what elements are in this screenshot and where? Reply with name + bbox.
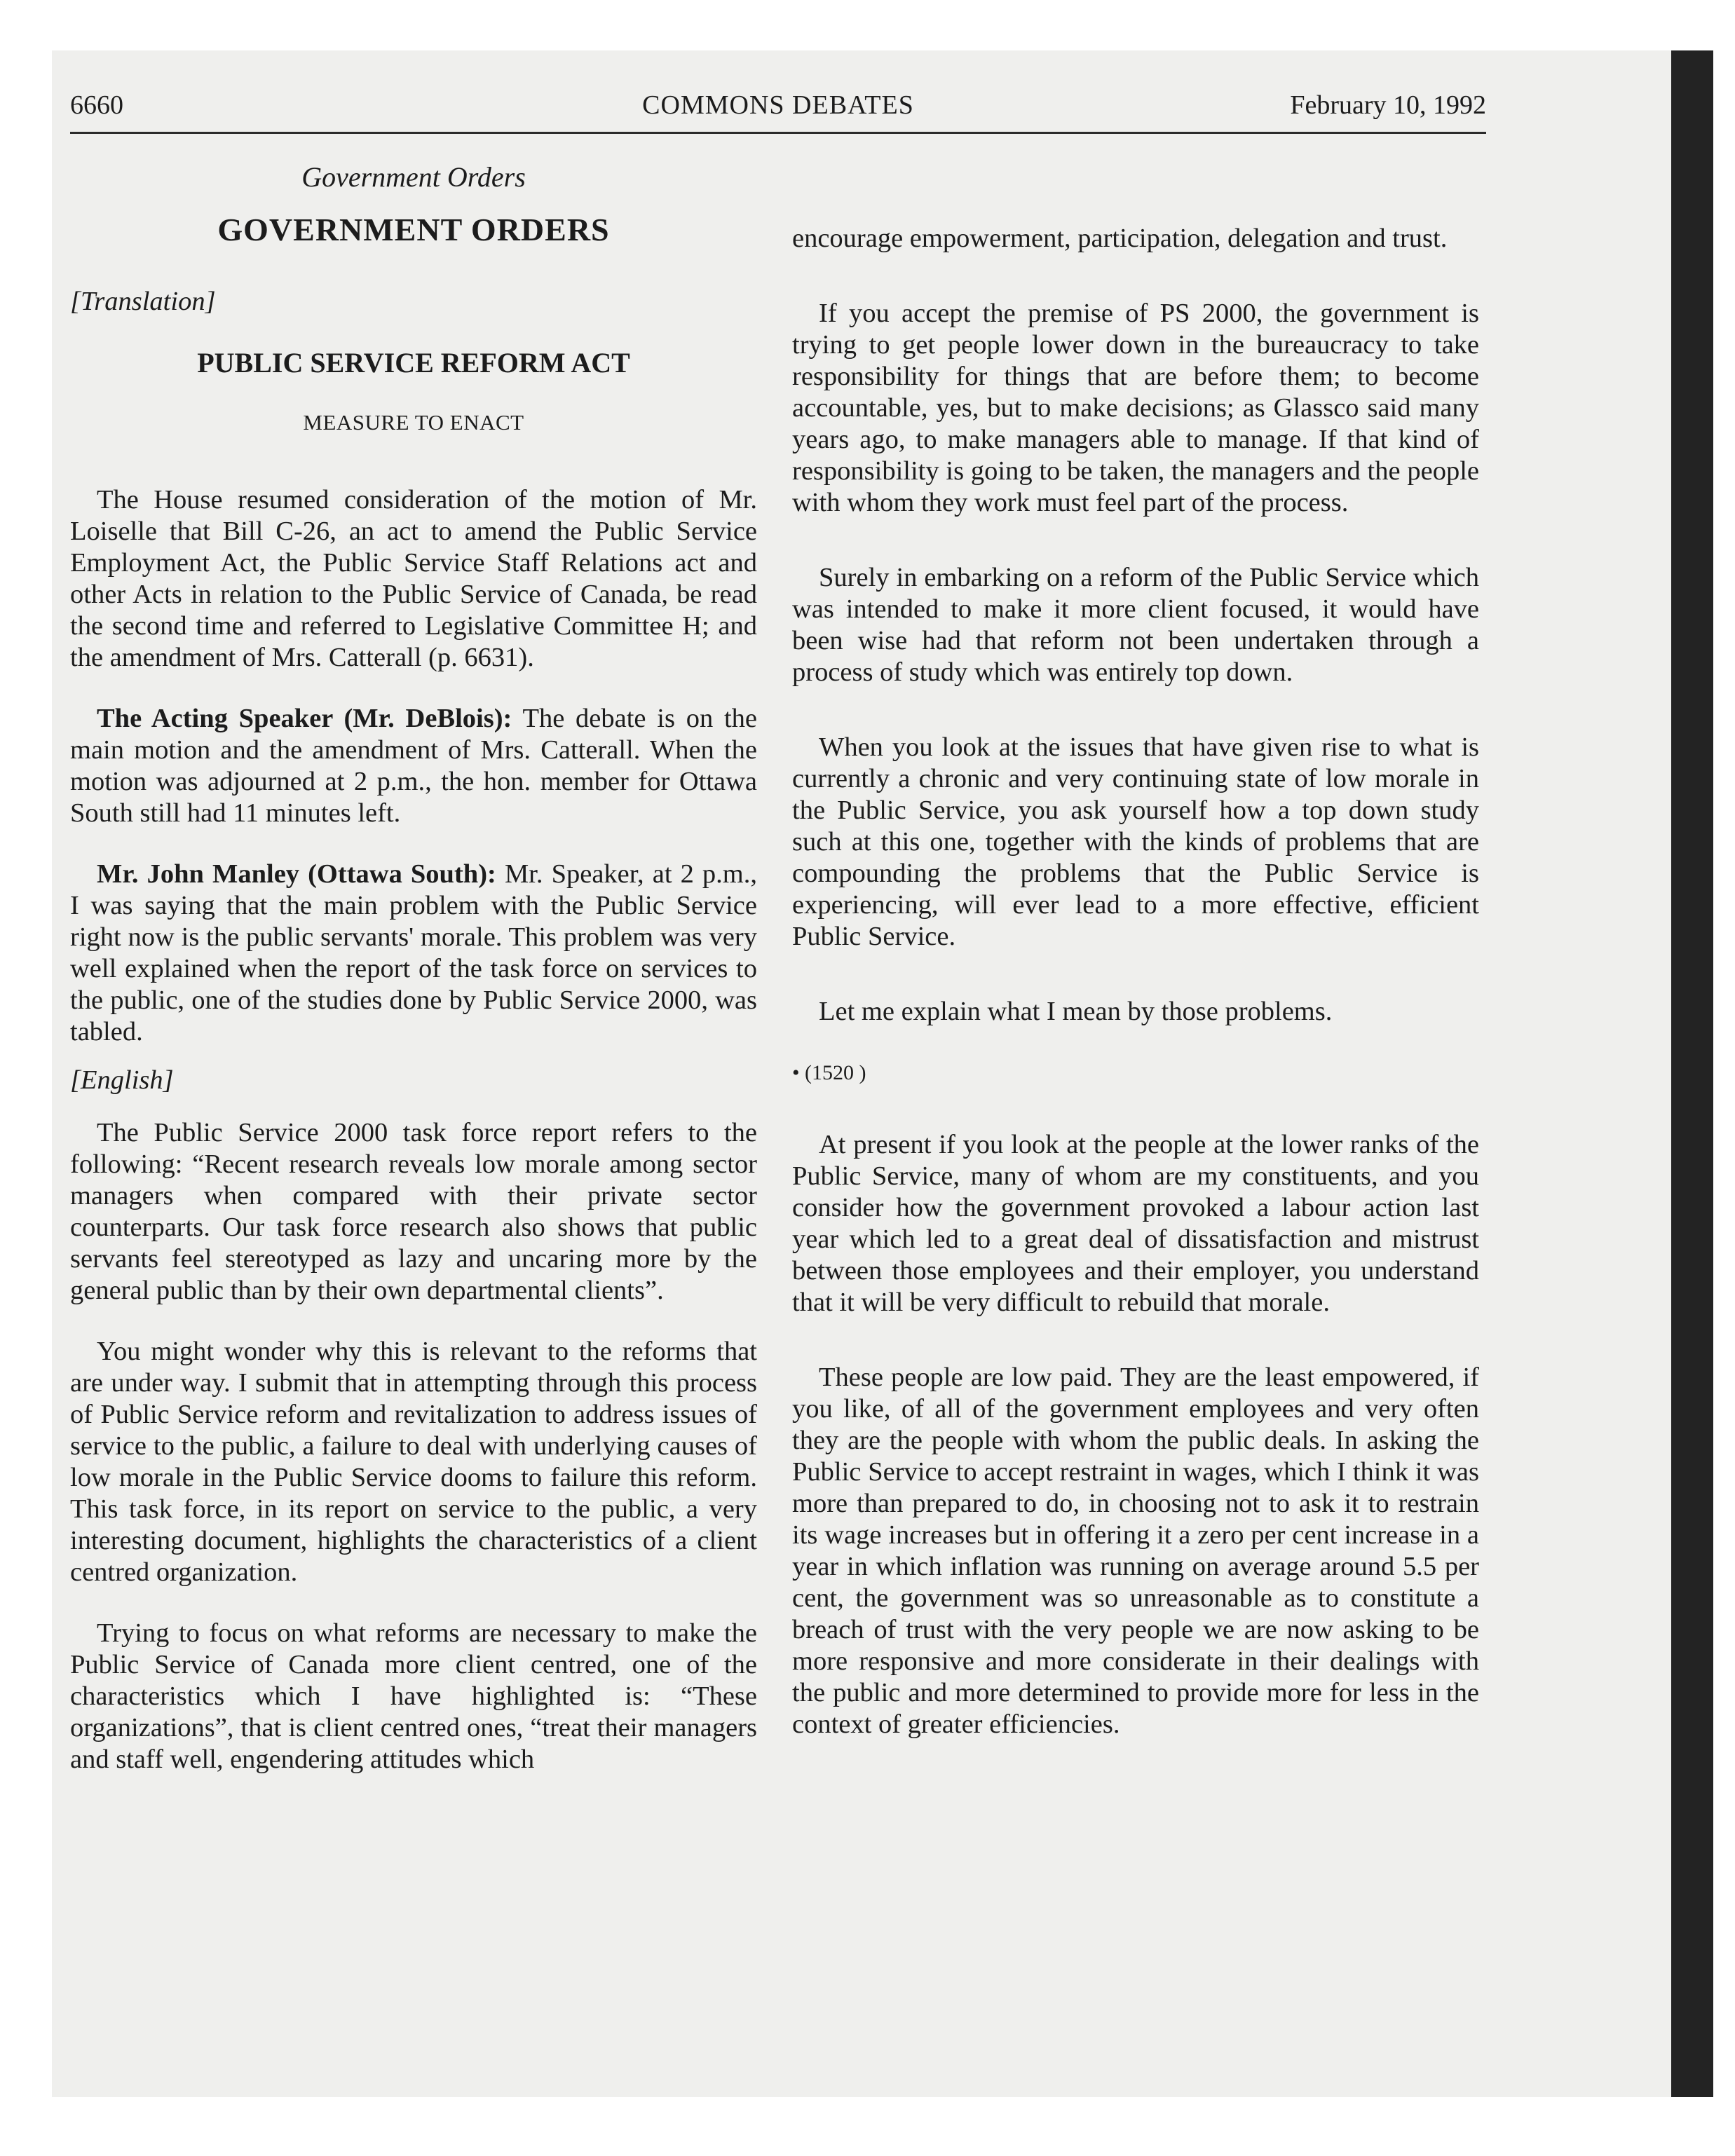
paragraph: At present if you look at the people at the lower ranks of the Public Service, many of whom are my constituents, and you consider how the government provoked a labour action last year which led to a great deal of dissatisfaction and mistrust between those employees and their employer, you understand that it will be very difficult to rebuild that morale. xyxy=(792,1130,1479,1317)
paragraph: You might wonder why this is relevant to the reforms that are under way. I submit that in attempting through this process of Public Service reform and revitalization to address issues of service to the public, a failure to deal with underlying causes of low morale in the Public Service dooms to failure this reform. This task force, in its report on service to the public, a very interesting document, highlights the characteristics of a client centred organization. xyxy=(70,1337,757,1587)
publication-title: COMMONS DEBATES xyxy=(642,90,914,120)
page-header xyxy=(70,90,1486,134)
speaker-name: Mr. John Manley (Ottawa South): xyxy=(97,859,496,889)
paragraph: If you accept the premise of PS 2000, the government is trying to get people lower down in the bureaucracy to take responsibility for things that are before them; to become accountable, yes, but to make decisions; as Glassco said many years ago, to make managers able to manage. If that kind of responsibility is going to be taken, the managers and the people with whom they work must feel part of the process. xyxy=(792,299,1479,517)
scan-edge xyxy=(1671,50,1713,2097)
speech-text: Mr. Speaker, at 2 p.m., I was saying that the main problem with the Public Service right now is the public servants' morale. This problem was very well explained when the report of the task force on services to the public, one of the studies done by Public Service 2000, was tabled. xyxy=(70,859,757,1046)
speaker-name: The Acting Speaker (Mr. DeBlois): xyxy=(97,704,512,733)
publication-date: February 10, 1992 xyxy=(1290,90,1486,120)
paragraph: Let me explain what I mean by those problems. xyxy=(819,997,1333,1026)
bill-subtitle: MEASURE TO ENACT xyxy=(303,410,524,435)
paragraph: The House resumed consideration of the motion of Mr. Loiselle that Bill C-26, an act to amend the Public Service Employment Act, the Public Service Staff Relations act and other Acts in relation to the Public Service of Canada, be read the second time and referred to Legislative Committee H; and the amendment of Mrs. Catterall (p. 6631). xyxy=(70,485,757,672)
paragraph: Trying to focus on what reforms are necessary to make the Public Service of Canada more client centred, one of the characteristics which I have highlighted is: “These organizations”, that is client centred ones, “treat their managers and staff well, engendering attitudes which xyxy=(70,1618,757,1774)
page-number: 6660 xyxy=(70,90,123,120)
english-tag: [English] xyxy=(70,1065,174,1095)
paragraph xyxy=(70,859,757,1048)
paragraph xyxy=(70,703,757,829)
paragraph: When you look at the issues that have given rise to what is currently a chronic and very continuing state of low morale in the Public Service, you ask yourself how a top down study such at this one, together with the kinds of problems that are compounding the problems that the Public Service is experiencing, will ever lead to a more effective, efficient Public Service. xyxy=(792,732,1479,951)
main-title: GOVERNMENT ORDERS xyxy=(217,212,610,247)
paragraph: Surely in embarking on a reform of the Public Service which was intended to make it more client focused, it would have been wise had that reform not been undertaken through a process of study which was entirely top down. xyxy=(792,563,1479,687)
left-column xyxy=(70,161,757,1805)
time-marker: • (1520 ) xyxy=(792,1061,866,1084)
paragraph: encourage empowerment, participation, delegation and trust. xyxy=(792,224,1448,253)
section-label: Government Orders xyxy=(301,161,526,193)
paragraph: The Public Service 2000 task force report refers to the following: “Recent research reveals low morale among sector managers when compared with their private sector counterparts. Our task force research also shows that public servants feel stereotyped as lazy and uncaring more by the general public than by their own departmental clients”. xyxy=(70,1118,757,1305)
right-column xyxy=(792,223,1479,1784)
bill-title: PUBLIC SERVICE REFORM ACT xyxy=(197,347,630,378)
translation-tag: [Translation] xyxy=(70,287,216,316)
paragraph: These people are low paid. They are the least empowered, if you like, of all of the government employees and very often they are the people with whom the public deals. In asking the Public Service to accept restraint in wages, which I think it was more than prepared to do, in choosing not to ask it to restrain its wage increases but in offering it a zero per cent increase in a year in which inflation was running on average around 5.5 per cent, the government was so unreasonable as to constitute a breach of trust with the very people we are now asking to be more responsive and more considerate in their dealings with the public and more determined to provide more for less in the context of greater efficiencies. xyxy=(792,1363,1479,1739)
speech-text: The debate is on the main motion and the amendment of Mrs. Catterall. When the motion was adjourned at 2 p.m., the hon. member for Ottawa South still had 11 minutes left. xyxy=(70,704,758,828)
